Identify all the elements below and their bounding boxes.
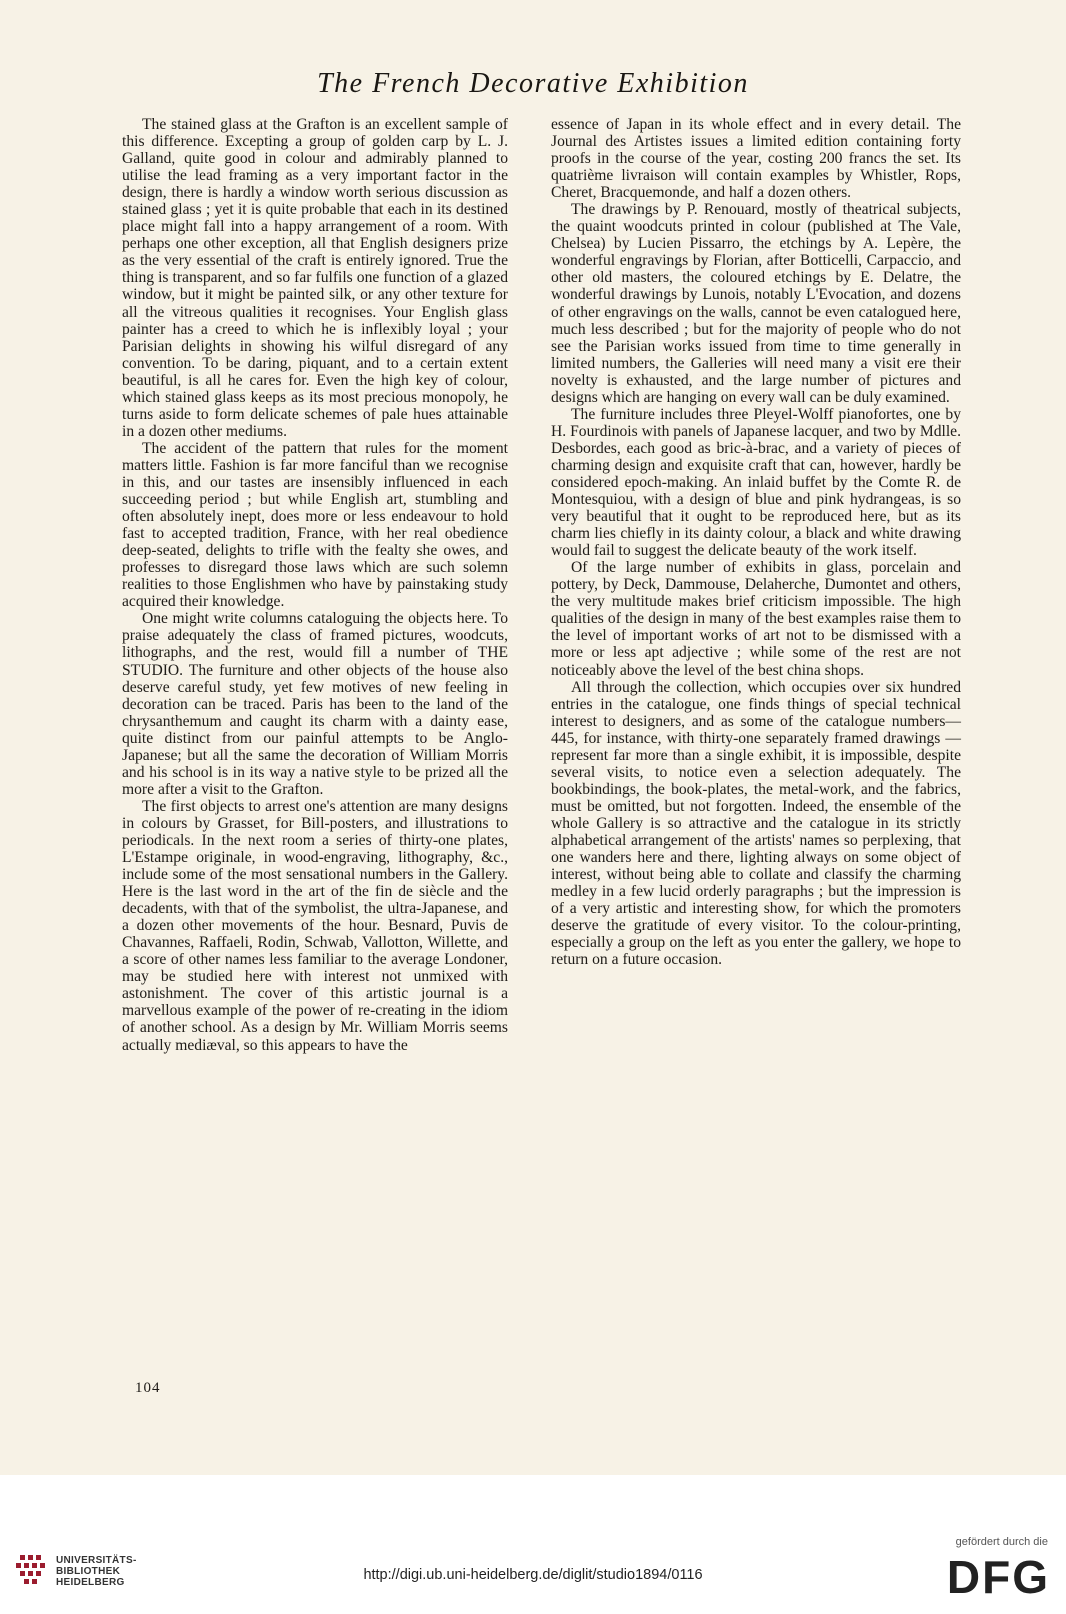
paragraph: The first objects to arrest one's attention are many designs in colours by Grasset, for Bill-posters, and illustrations to periodicals. In the next room a series of thirty-one plates, L'Estampe originale, in wood-engraving, lithography, &c., include some of the most sensational numbers in the Gallery. Here is the last word in the art of the fin de siècle and the decadents, with that of the symbolist, the ultra-Japanese, and a dozen other movements of the hour. Besnard, Puvis de Chavannes, Raffaeli, Rodin, Schwab, Vallotton, Willette, and a score of other names less familiar to the average Londoner, may be studied here with interest not unmixed with astonishment. The cover of this artistic journal is a marvellous example of the power of re-creating in the idiom of another school. As a design by Mr. William Morris seems actually mediæval, so this appears to have the	[122, 797, 508, 1054]
paragraph: Of the large number of exhibits in glass, porcelain and pottery, by Deck, Dammouse, Delaherche, Dumontet and others, the very multitude makes brief criticism impossible. The high qualities of the design in many of the best examples raise them to the level of important works of art not to be dismissed with a more or less apt adjective ; while some of the rest are not noticeably above the level of the best china shops.	[551, 559, 961, 679]
page-number: 104	[135, 1380, 161, 1396]
paragraph: The accident of the pattern that rules for the moment matters little. Fashion is far more fanciful than we recognise in this, and our tastes are insensibly influenced in each succeeding period ; but while English art, stumbling and often absolutely inept, does more or less endeavour to hold fast to accepted tradition, France, with her real obedience deep-seated, delights to trifle with the fealty she owes, and professes to disregard those laws which are such solemn realities to those Englishmen who have by painstaking study acquired their knowledge.	[122, 439, 508, 611]
paragraph: The furniture includes three Pleyel-Wolff pianofortes, one by H. Fourdinois with panels of Japanese lacquer, and two by Mdlle. Desbordes, each good as bric-à-brac, and a variety of pieces of charming design and exquisite craft that can, however, hardly be considered epoch-making. An inlaid buffet by the Comte R. de Montesquiou, with a design of blue and pink hydrangeas, is so very beautiful that it ought to be reproduced here, but as its charm lies chiefly in its dainty colour, a black and white drawing would fail to suggest the delicate beauty of the work itself.	[551, 405, 961, 560]
footer-bar	[0, 1475, 1066, 1614]
source-url-link[interactable]: http://digi.ub.uni-heidelberg.de/diglit/studio1894/0116	[363, 1567, 703, 1583]
paragraph: The stained glass at the Grafton is an excellent sample of this difference. Excepting a group of golden carp by L. J. Galland, quite good in colour and admirably planned to utilise the lead framing as a very important factor in the design, there is hardly a window worth serious discussion as stained glass ; yet it is quite probable that each in its destined place might fall into a happy arrangement of a room. With perhaps one other exception, all that English designers prize as the very essential of the craft is entirely ignored. True the thing is transparent, and so far fulfils one function of a glazed window, but it might be painted silk, or any other texture for all the vitreous qualities it recognises. Your English glass painter has a creed to which he is inflexibly loyal ; your Parisian delights in showing his wilful disregard of any convention. To be daring, piquant, and to a certain extent beautiful, is all he cares for. Even the high key of colour, which stained glass keeps as its most precious monopoly, he turns aside to form delicate schemes of pale hues attainable in a dozen other mediums.	[122, 116, 508, 440]
paragraph: essence of Japan in its whole effect and in every detail. The Journal des Artistes issues a limited edition containing forty proofs in the course of the year, costing 200 francs the set. Its quatrième livraison will contain examples by Whistler, Rops, Cheret, Bracquemonde, and half a dozen others.	[551, 116, 961, 202]
paragraph: One might write columns cataloguing the objects here. To praise adequately the class of framed pictures, woodcuts, lithographs, and the rest, would fill a number of THE STUDIO. The furniture and other objects of the house also deserve careful study, yet few motives of new feeling in decoration can be traced. Paris has been to the land of the chrysanthemum and caught its charm with a dainty ease, quite distinct from our painful attempts to be Anglo-Japanese; but all the same the decoration of William Morris and his school is in its way a native style to be prized all the more after a visit to the Grafton.	[122, 610, 508, 798]
library-name: UNIVERSITÄTS- BIBLIOTHEK HEIDELBERG	[56, 1554, 137, 1588]
funded-by-label: gefördert durch die	[955, 1536, 1048, 1548]
dfg-logo[interactable]: DFG	[946, 1551, 1050, 1603]
left-column	[122, 116, 508, 1054]
paragraph: All through the collection, which occupies over six hundred entries in the catalogue, one finds things of special technical interest to designers, and as some of the catalogue numbers—445, for instance, with thirty-one separately framed drawings —represent far more than a single exhibit, it is impossible, despite several visits, to notice even a selection adequately. The bookbindings, the book-plates, the metal-work, and the fabrics, must be omitted, but not forgotten. Indeed, the ensemble of the whole Gallery is so attractive and the catalogue in its strictly alphabetical arrangement of the artists' names so perplexing, that one wanders here and there, lighting always on some object of interest, without being able to collate and classify the charming medley in a few lucid orderly paragraphs ; but the impression is of a very artistic and interesting show, for which the promoters deserve the gratitude of every visitor. To the colour-printing, especially a group on the left as you enter the gallery, we hope to return on a future occasion.	[551, 678, 961, 969]
right-column	[551, 116, 961, 968]
paragraph: The drawings by P. Renouard, mostly of theatrical subjects, the quaint woodcuts printed in colour (published at The Vale, Chelsea) by Lucien Pissarro, the etchings by A. Lepère, the wonderful engravings by Florian, after Botticelli, Carpaccio, and other old masters, the coloured etchings by E. Delatre, the wonderful drawings by Lunois, notably L'Evocation, and dozens of other engravings on the walls, cannot be even catalogued here, much less described ; but for the majority of people who do not see the Parisian works issued from time to time generally in limited numbers, the Galleries will need many a visit ere their novelty is exhausted, and the large number of pictures and designs which are hanging on every wall can be duly examined.	[551, 201, 961, 406]
running-title: The French Decorative Exhibition	[317, 68, 749, 99]
